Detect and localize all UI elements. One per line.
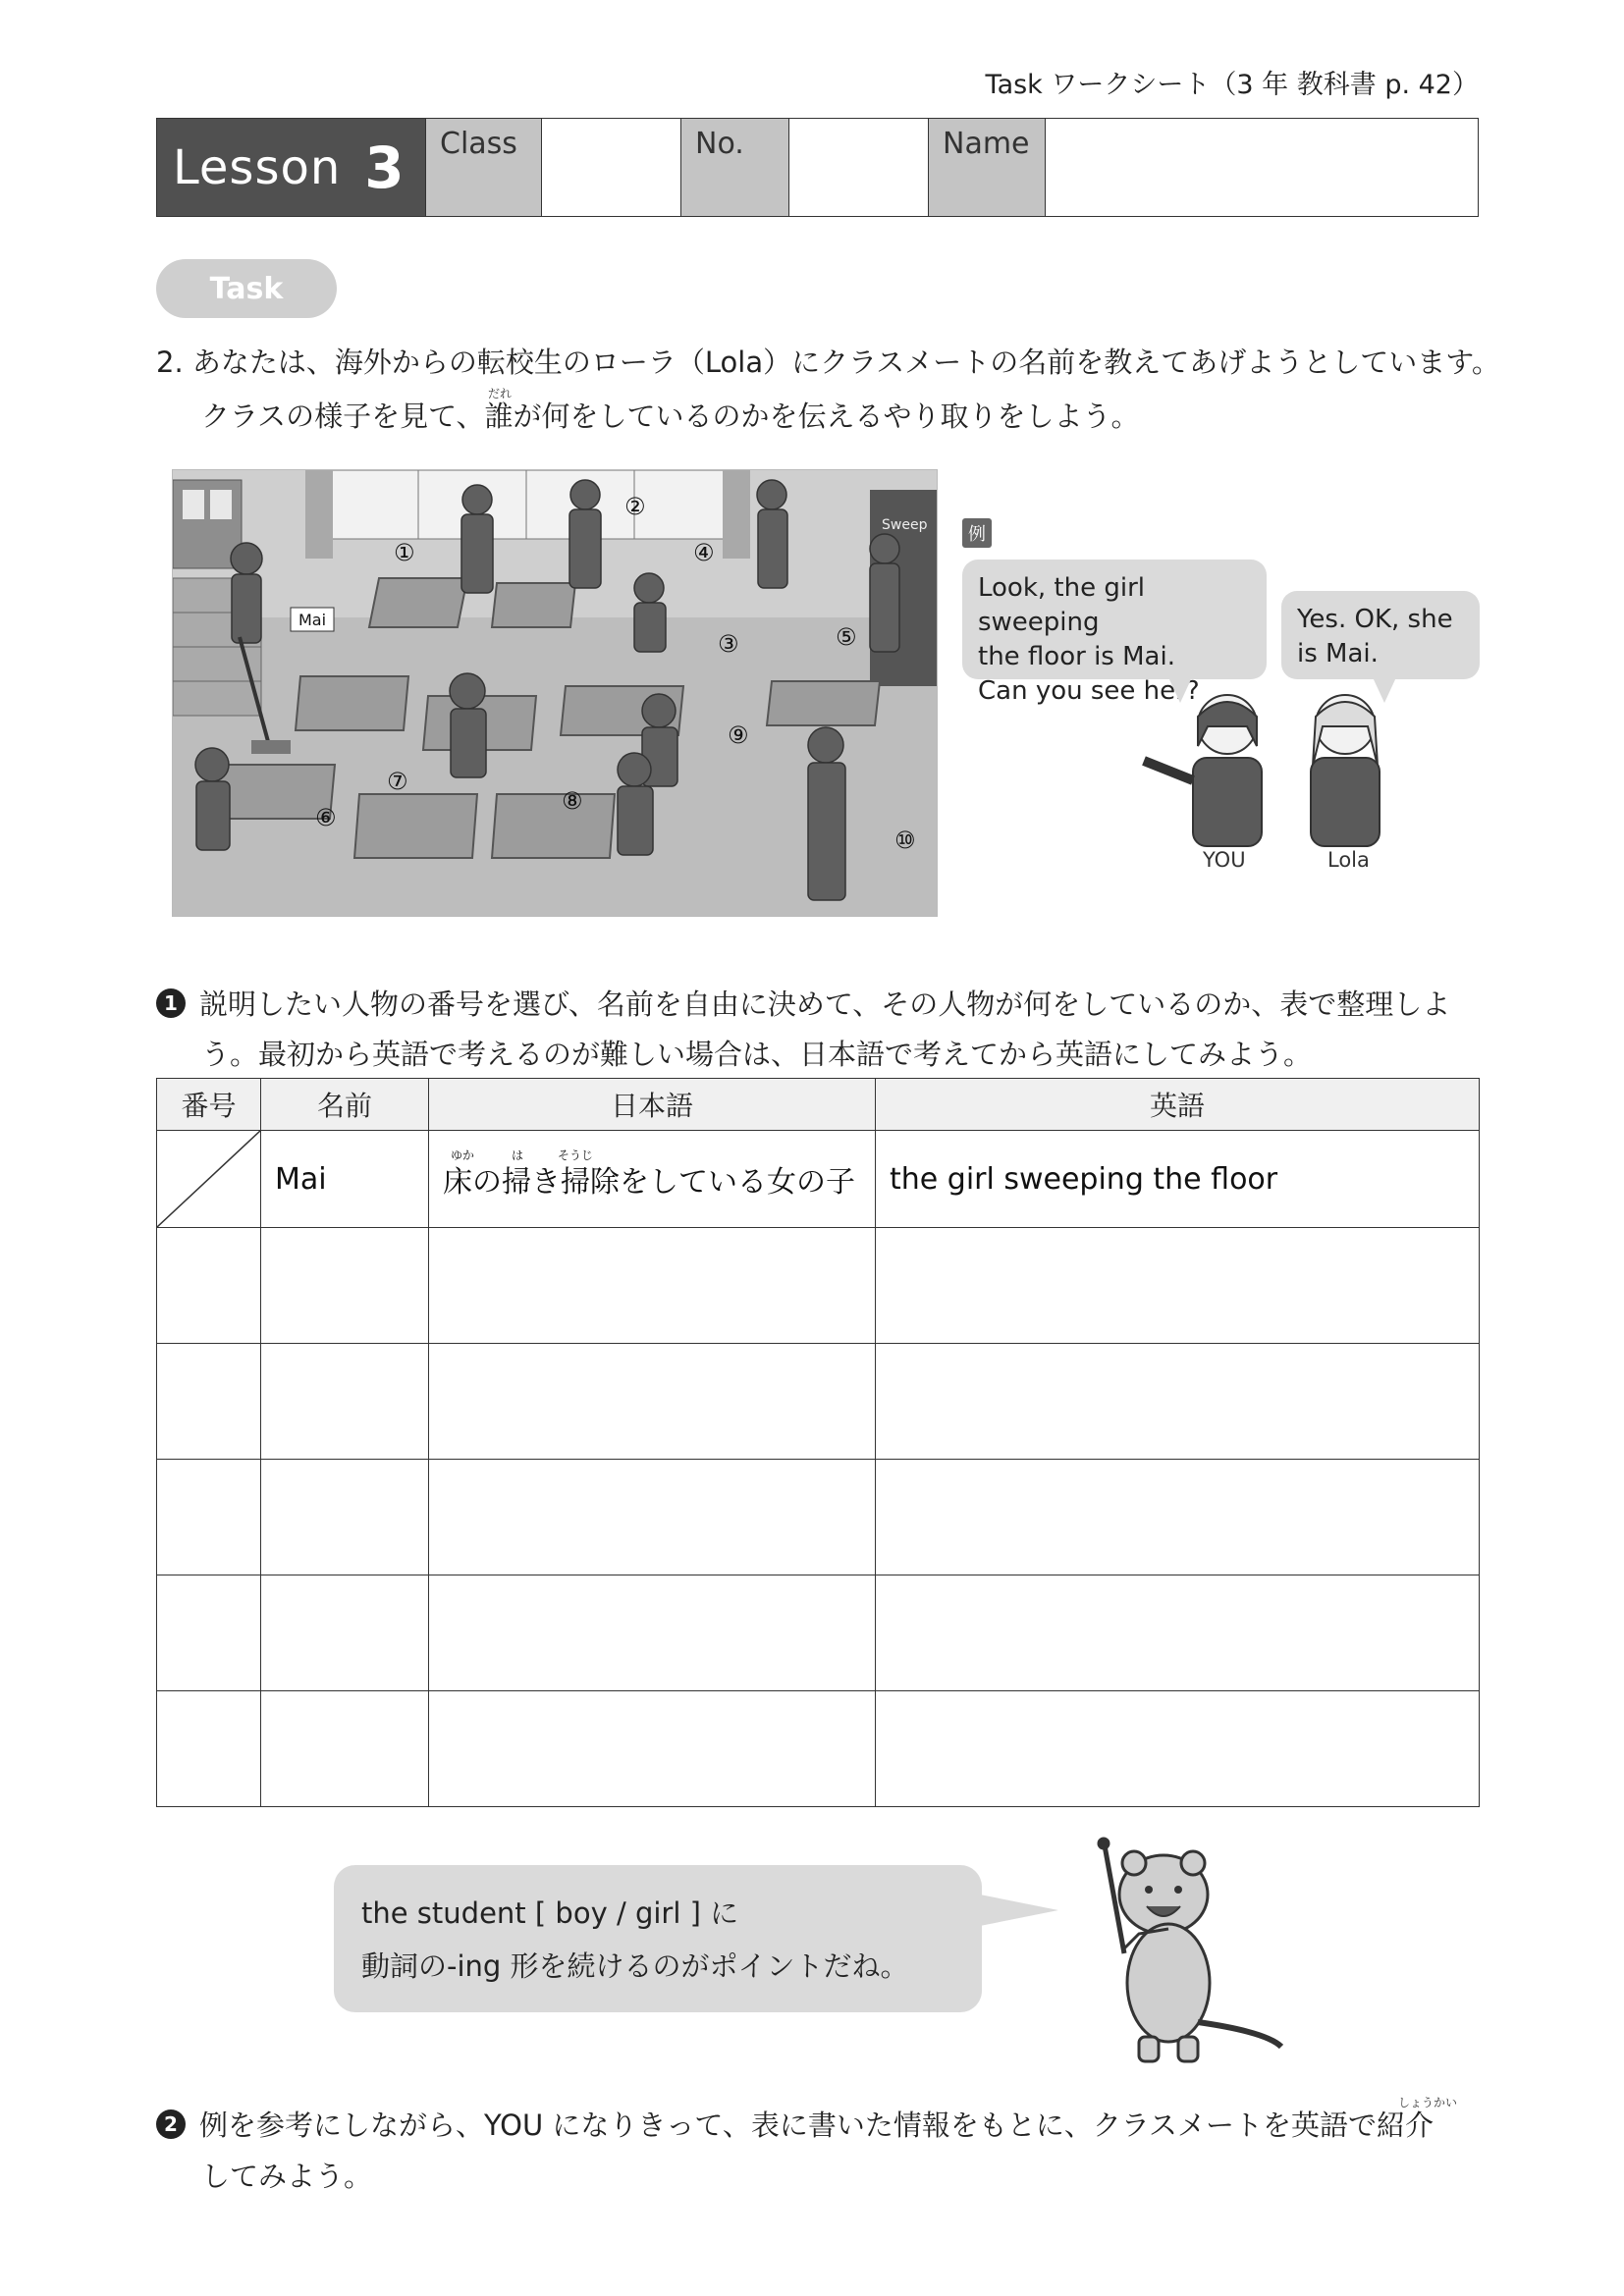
marker-4: ④	[693, 539, 715, 566]
table-row	[157, 1228, 1480, 1344]
marker-6: ⑥	[315, 804, 337, 831]
number-cell[interactable]	[157, 1575, 261, 1691]
quokka-mascot-icon	[1080, 1836, 1306, 2071]
name-cell[interactable]	[261, 1460, 429, 1575]
marker-10: ⑩	[894, 827, 916, 854]
lola-bubble-line2: is Mai.	[1297, 639, 1379, 668]
table-row	[157, 1460, 1480, 1575]
name-tag-mai: Mai	[298, 611, 327, 629]
marker-3: ③	[718, 630, 739, 658]
english-cell[interactable]	[876, 1344, 1480, 1460]
hint-line1: the student [ boy / girl ] に	[361, 1896, 739, 1930]
name-cell[interactable]	[261, 1575, 429, 1691]
class-label: Class	[426, 119, 542, 216]
classroom-illustration	[172, 469, 938, 917]
example-japanese-cell	[429, 1131, 876, 1228]
table-row	[157, 1344, 1480, 1460]
example-mark: 例	[962, 518, 992, 548]
you-and-lola-figures	[1124, 687, 1419, 854]
header-name: 名前	[261, 1079, 429, 1131]
name-field[interactable]	[1046, 119, 1478, 216]
you-bubble-line2: the floor is Mai.	[978, 642, 1175, 671]
name-cell[interactable]	[261, 1344, 429, 1460]
diagonal-slash	[157, 1131, 260, 1227]
name-cell[interactable]	[261, 1228, 429, 1344]
header-number: 番号	[157, 1079, 261, 1131]
table-row	[157, 1691, 1480, 1807]
example-english-cell: the girl sweeping the floor	[876, 1131, 1480, 1228]
hint-line2: 動詞の-ing 形を続けるのがポイントだね。	[361, 1949, 909, 1983]
lola-speech-bubble	[1281, 591, 1480, 679]
english-cell[interactable]	[876, 1575, 1480, 1691]
worksheet-caption: Task ワークシート（3 年 教科書 p. 42）	[985, 70, 1479, 100]
marker-9: ⑨	[728, 721, 749, 749]
class-field[interactable]	[542, 119, 681, 216]
marker-7: ⑦	[387, 768, 408, 795]
header-japanese: 日本語	[429, 1079, 876, 1131]
ruby-shoukai: しょうかい	[1398, 2096, 1458, 2109]
example-japanese-text: 床の掃き掃除をしている女の子	[443, 1165, 855, 1200]
english-cell[interactable]	[876, 1228, 1480, 1344]
no-field[interactable]	[789, 119, 929, 216]
name-cell[interactable]	[261, 1691, 429, 1807]
lesson-header-bar	[156, 118, 1479, 217]
step1-text-line1: 説明したい人物の番号を選び、名前を自由に決めて、その人物が何をしているのか、表で整理しよ	[199, 988, 1451, 1021]
marker-5: ⑤	[836, 623, 857, 651]
english-cell[interactable]	[876, 1460, 1480, 1575]
ruby-yuka: ゆか	[451, 1148, 475, 1162]
you-bubble-line1: Look, the girl sweeping	[978, 573, 1146, 637]
task-instruction-line2: クラスの様子を見て、誰が何をしているのかを伝えるやり取りをしよう。	[201, 400, 1140, 433]
lesson-title	[157, 119, 426, 216]
step2-text-line1: 例を参考にしながら、YOU になりきって、表に書いた情報をもとに、クラスメートを英語で紹介	[199, 2109, 1434, 2142]
board-text: Sweep	[882, 517, 928, 533]
task-instruction-line1: 2. あなたは、海外からの転校生のローラ（Lola）にクラスメートの名前を教えてあげようとしています。	[156, 346, 1500, 379]
worksheet-table	[156, 1078, 1480, 1807]
step1-marker: 1	[156, 988, 186, 1018]
example-name-cell: Mai	[261, 1131, 429, 1228]
marker-1: ①	[394, 539, 415, 566]
japanese-cell[interactable]	[429, 1575, 876, 1691]
hint-bubble-tail	[980, 1895, 1058, 1926]
ruby-dare: だれ	[488, 387, 513, 400]
step2-instruction-line2: してみよう。	[201, 2160, 373, 2193]
example-number-cell	[157, 1131, 261, 1228]
header-english: 英語	[876, 1079, 1480, 1131]
step2-instruction-line1	[156, 2099, 1434, 2153]
step1-instruction-line1	[156, 978, 1450, 1032]
japanese-cell[interactable]	[429, 1228, 876, 1344]
step1-instruction-line2: う。最初から英語で考えるのが難しい場合は、日本語で考えてから英語にしてみよう。	[201, 1038, 1313, 1071]
marker-2: ②	[624, 493, 646, 520]
lola-label: Lola	[1327, 848, 1370, 872]
lesson-word: Lesson	[173, 139, 342, 195]
marker-8: ⑧	[562, 787, 583, 815]
table-row	[157, 1575, 1480, 1691]
you-bubble-line3: Can you see her?	[978, 676, 1200, 706]
lola-bubble-line1: Yes. OK, she	[1297, 605, 1453, 634]
ruby-souji: そうじ	[558, 1148, 594, 1162]
classroom-scene-drawing	[173, 470, 937, 916]
you-label: YOU	[1203, 848, 1246, 872]
english-cell[interactable]	[876, 1691, 1480, 1807]
number-cell[interactable]	[157, 1344, 261, 1460]
task-badge: Task	[156, 259, 337, 318]
ruby-ha: は	[512, 1148, 524, 1162]
japanese-cell[interactable]	[429, 1460, 876, 1575]
number-cell[interactable]	[157, 1228, 261, 1344]
number-cell[interactable]	[157, 1460, 261, 1575]
you-speech-bubble	[962, 560, 1267, 706]
number-cell[interactable]	[157, 1691, 261, 1807]
japanese-cell[interactable]	[429, 1691, 876, 1807]
step2-marker: 2	[156, 2109, 186, 2139]
no-label: No.	[681, 119, 789, 216]
example-row	[157, 1131, 1480, 1228]
hint-speech-bubble	[334, 1865, 982, 2012]
lesson-number: 3	[364, 133, 405, 201]
name-label: Name	[929, 119, 1046, 216]
japanese-cell[interactable]	[429, 1344, 876, 1460]
